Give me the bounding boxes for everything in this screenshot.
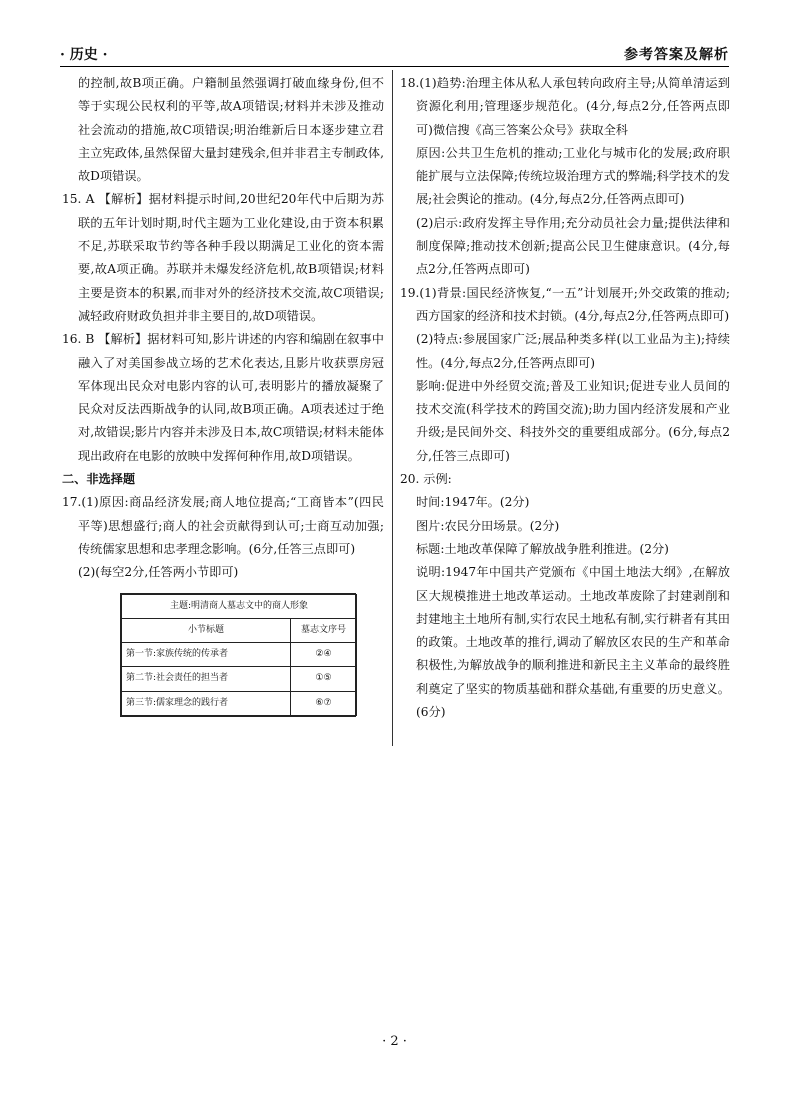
- table-row: [122, 667, 357, 691]
- section-title: 二、非选择题: [62, 472, 136, 487]
- page-number: · 2 ·: [382, 1034, 407, 1049]
- table-caption: 主题:明清商人墓志文中的商人形象: [122, 594, 357, 618]
- left-column: [62, 72, 384, 717]
- answer-20-title: 标题:土地改革保障了解放战争胜利推进。(2分): [416, 541, 669, 556]
- answer-20-picture: 图片:农民分田场景。(2分): [416, 518, 560, 533]
- answer-18-part2: (2)启示:政府发挥主导作用;充分动员社会力量;提供法律和制度保障;推动技术创新;提高公民卫生健康意识。(4分,每点2分,任答两点即可): [416, 215, 730, 277]
- answer-18-part1: 18.(1)趋势:治理主体从私人承包转向政府主导;从简单清运到资源化利用;管理逐步规范化。(4分,每点2分,任答两点即可)微信搜《高三答案公众号》获取全科: [400, 76, 730, 137]
- header-rule: [60, 66, 729, 67]
- answer-20-description: 说明:1947年中国共产党颁布《中国土地法大纲》,在解放区大规模推进土地改革运动。土地改革废除了封建剥削和封建地主土地所有制,实行农民土地私有制,实行耕者有其田的政策。土地改革的推行,调动了解放区农民的生产和革命积极性,为解放战争的顺利推进和新民主主义革命的最终胜利奠定了坚实的物质基础和群众基础,有重要的历史意义。(6分): [416, 565, 730, 720]
- answer-19-part1: 19.(1)背景:国民经济恢复,“一五”计划展开;外交政策的推动;西方国家的经济和技术封锁。(4分,每点2分,任答两点即可): [400, 285, 730, 323]
- answer-20: 20. 示例:: [400, 472, 452, 487]
- table-cell-number: ②④: [291, 643, 357, 667]
- answer-table-frame: [120, 593, 356, 717]
- answer-16: 16. B 【解析】据材料可知,影片讲述的内容和编剧在叙事中融入了对美国参战立场的艺术化表达,且影片收获票房冠军体现出民众对电影内容的认可,表明影片的播放凝聚了民众对反法西斯战争的认同,故B项正确。A项表述过于绝对,故错误;影片内容并未涉及日本,故C项错误;材料未能体现出政府在电影的放映中发挥何种作用,故D项错误。: [62, 332, 384, 463]
- subject-label: · 历史 ·: [60, 47, 108, 63]
- header-title: 参考答案及解析: [624, 47, 729, 63]
- table-cell-section: 第一节:家族传统的传承者: [122, 643, 291, 667]
- table-row: [122, 643, 357, 667]
- answer-17-part2: (2)(每空2分,任答两小节即可): [78, 565, 239, 580]
- table-header-section: 小节标题: [122, 618, 291, 642]
- table-cell-section: 第三节:儒家理念的践行者: [122, 691, 291, 715]
- table-cell-number: ⑥⑦: [291, 691, 357, 715]
- table-cell-number: ①⑤: [291, 667, 357, 691]
- table-cell-section: 第二节:社会责任的担当者: [122, 667, 291, 691]
- answer-15: 15. A 【解析】据材料提示时间,20世纪20年代中后期为苏联的五年计划时期,时代主题为工业化建设,由于资本积累不足,苏联采取节约等各种手段以期满足工业化的资本需要,故A项正确。苏联并未爆发经济危机,故B项错误;材料主要是资本的积累,而非对外的经济技术交流,故C项错误;减轻政府财政负担并非主要目的,故D项错误。: [62, 192, 384, 323]
- column-divider: [392, 70, 393, 746]
- answer-table: [121, 594, 357, 716]
- page-header: [60, 44, 729, 66]
- answer-20-time: 时间:1947年。(2分): [416, 495, 530, 510]
- answer-19-part2: (2)特点:参展国家广泛;展品种类多样(以工业品为主);持续性。(4分,每点2分,任答两点即可): [416, 332, 730, 370]
- answer-18-reason: 原因:公共卫生危机的推动;工业化与城市化的发展;政府职能扩展与立法保障;传统垃圾治理方式的弊端;科学技术的发展;社会舆论的推动。(4分,每点2分,任答两点即可): [416, 145, 730, 207]
- table-row: [122, 691, 357, 715]
- answer-19-effect: 影响:促进中外经贸交流;普及工业知识;促进专业人员间的技术交流(科学技术的跨国交流);助力国内经济发展和产业升级;是民间外交、科技外交的重要组成部分。(6分,每点2分,任答三点即可): [416, 378, 730, 463]
- right-column: [400, 72, 730, 724]
- answer-14-continued: 的控制,故B项正确。户籍制虽然强调打破血缘身份,但不等于实现公民权利的平等,故A项错误;材料并未涉及推动社会流动的措施,故C项错误;明治维新后日本逐步建立君主立宪政体,虽然保留大量封建残余,但并非君主专制政体,故D项错误。: [78, 76, 384, 184]
- answer-17-part1: 17.(1)原因:商品经济发展;商人地位提高;“工商皆本”(四民平等)思想盛行;商人的社会贡献得到认可;士商互动加强;传统儒家思想和忠孝理念影响。(6分,任答三点即可): [62, 495, 384, 556]
- table-header-number: 墓志文序号: [291, 618, 357, 642]
- answer-table-wrapper: [120, 593, 356, 717]
